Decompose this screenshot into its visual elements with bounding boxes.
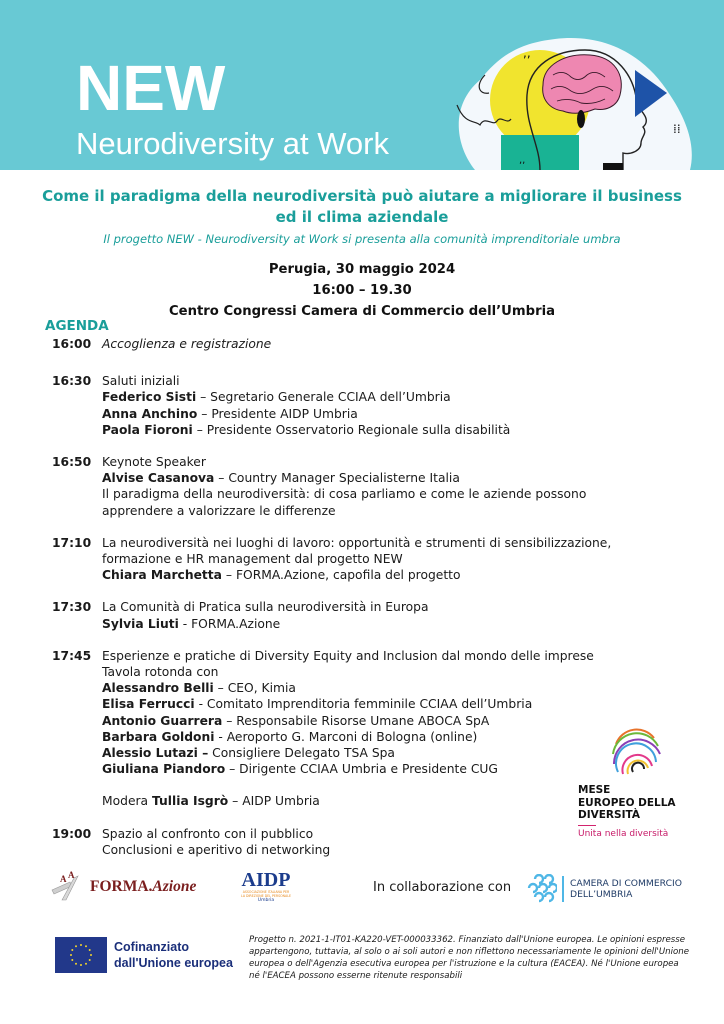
- speaker-role: CEO, Kimia: [227, 681, 296, 696]
- agenda-heading: AGENDA: [45, 318, 109, 334]
- event-subtitle: Il progetto NEW - Neurodiversity at Work si presenta alla comunità imprenditoriale umbra: [103, 232, 621, 246]
- event-time-range: 16:00 – 19.30: [312, 283, 412, 298]
- slot-time: 16:50: [52, 455, 92, 470]
- slot-title: Accoglienza e registrazione: [102, 337, 272, 351]
- speaker-name: Giuliana Piandoro: [102, 762, 226, 777]
- slot-title: La Comunità di Pratica sulla neurodiversità in Europa: [102, 600, 429, 615]
- mese-logo-line3: DIVERSITÀ: [578, 809, 640, 821]
- head-with-brain-illustration: [445, 25, 700, 170]
- mese-logo-line2: EUROPEO DELLA: [578, 796, 676, 809]
- slot-title: Keynote Speaker: [102, 455, 206, 470]
- slot-title-line1: La neurodiversità nei luoghi di lavoro: opportunità e strumenti di sensibilizzazione,: [102, 535, 612, 550]
- event-place-date: Perugia, 30 maggio 2024: [268, 262, 456, 277]
- fingerprint-icon: [608, 724, 664, 784]
- agenda-slot: [52, 535, 672, 584]
- aidp-desc-line2: LA DIREZIONE DEL PERSONALE: [240, 894, 291, 898]
- aidp-city: Umbria: [257, 898, 275, 903]
- talk-title-line1: Il paradigma della neurodiversità: di cosa parliamo e come le aziende possono: [102, 487, 587, 502]
- divider: [578, 825, 596, 826]
- speaker-role: Country Manager Specialisterne Italia: [228, 471, 460, 486]
- separator: –: [221, 568, 236, 583]
- separator: –: [228, 794, 243, 809]
- separator: –: [225, 762, 240, 777]
- project-name: Neurodiversity at Work: [76, 126, 389, 161]
- speaker-name: Anna Anchino: [102, 406, 198, 421]
- ccia-line2: DELL’UMBRIA: [570, 889, 633, 900]
- mese-logo-tagline: Unita nella diversità: [578, 829, 669, 839]
- eu-text-line2: dall'Unione europea: [114, 956, 233, 970]
- speaker-name: Alessio Lutazi –: [102, 746, 209, 761]
- ccia-line1: CAMERA DI COMMERCIO: [570, 878, 682, 889]
- speaker-role: FORMA.Azione, capofila del progetto: [235, 568, 461, 583]
- speaker: [102, 616, 672, 632]
- camera-commercio-emblem-icon: [525, 874, 557, 904]
- separator: –: [214, 471, 229, 486]
- speaker-name: Barbara Goldoni: [102, 729, 215, 744]
- svg-text:⁞⁞: ⁞⁞: [673, 122, 681, 136]
- eu-cofunded-text: [114, 939, 233, 971]
- slot-time: 16:00: [52, 337, 92, 351]
- separator: -: [214, 729, 227, 744]
- speaker: [102, 389, 672, 405]
- separator: –: [197, 406, 212, 421]
- collaboration-label: In collaborazione con: [373, 880, 512, 895]
- camera-commercio-wordmark: [570, 878, 682, 900]
- agenda-slot: [52, 599, 672, 631]
- separator: –: [222, 713, 237, 728]
- slot-time: 17:45: [52, 648, 92, 663]
- speaker-role: Consigliere Delegato TSA Spa: [212, 746, 395, 761]
- speaker-role: Segretario Generale CCIAA dell’Umbria: [210, 390, 451, 405]
- aidp-logo: [236, 870, 296, 910]
- event-title-line1: Come il paradigma della neurodiversità può aiutare a migliorare il business: [42, 187, 682, 205]
- speaker-role: Aeroporto G. Marconi di Bologna (online): [226, 729, 478, 744]
- aidp-wordmark: AIDP: [241, 869, 291, 891]
- slot-subtitle: Tavola rotonda con: [102, 665, 219, 680]
- mese-logo-line1: MESE: [578, 784, 611, 796]
- slot-time: 17:10: [52, 535, 92, 550]
- speaker-role: Comitato Imprenditoria femminile CCIAA dell’Umbria: [206, 697, 533, 712]
- speaker-role: Dirigente CCIAA Umbria e Presidente CUG: [239, 762, 498, 777]
- agenda-slot: [52, 454, 672, 519]
- moderator-role: AIDP Umbria: [242, 794, 320, 809]
- eu-text-line1: Cofinanziato: [114, 940, 189, 954]
- svg-text:,,: ,,: [519, 155, 526, 166]
- forma-azione-wordmark: [90, 878, 196, 896]
- svg-text:A: A: [60, 874, 67, 884]
- slot-title: Saluti iniziali: [102, 374, 180, 389]
- slot-time: 19:00: [52, 826, 92, 841]
- header-banner: [0, 0, 724, 170]
- speaker-name: Alvise Casanova: [102, 471, 215, 486]
- forma-azione-emblem-icon: [48, 870, 88, 904]
- slot-time: 16:30: [52, 374, 92, 389]
- event-venue: Centro Congressi Camera di Commercio dell’Umbria: [168, 304, 555, 319]
- speaker-name: Chiara Marchetta: [102, 568, 222, 583]
- speaker-role: FORMA.Azione: [191, 616, 281, 631]
- separator: -: [194, 697, 207, 712]
- moderator-name: Tullia Isgrò: [152, 794, 229, 809]
- speaker-role: Presidente Osservatorio Regionale sulla disabilità: [206, 422, 511, 437]
- project-acronym: NEW: [76, 52, 226, 124]
- speaker-name: Elisa Ferrucci: [102, 697, 195, 712]
- slot-title-line1: Spazio al confronto con il pubblico: [102, 826, 314, 841]
- slot-title-line2: formazione e HR management dal progetto NEW: [102, 552, 403, 567]
- eu-disclaimer: Progetto n. 2021-1-IT01-KA220-VET-000033362. Finanziato dall'Unione europea. Le opinioni espresse appartengono, tuttavia, al solo o ai soli autori e non riflettono necessariamente le opinioni dell'Unione europea o dell'Agenzia esecutiva europea per l'istruzione e la cultura (EACEA). Né l'Unione europea né l'EACEA possono esserne ritenute responsabili: [249, 935, 689, 981]
- event-info: [20, 259, 704, 322]
- speaker-name: Sylvia Liuti: [102, 616, 179, 631]
- slot-title-line2: Conclusioni e aperitivo di networking: [102, 842, 331, 857]
- eu-cofunded-logo: [55, 937, 235, 973]
- camera-commercio-logo: [525, 872, 695, 906]
- speaker: [102, 696, 672, 712]
- eu-flag-icon: [55, 937, 107, 973]
- moderator-prefix: Modera: [102, 794, 153, 809]
- svg-text:,,: ,,: [523, 46, 531, 60]
- agenda-slot: [52, 336, 672, 352]
- speaker-name: Federico Sisti: [102, 390, 197, 405]
- divider: [562, 876, 564, 902]
- speaker-name: Paola Fioroni: [102, 422, 193, 437]
- speaker-role: Responsabile Risorse Umane ABOCA SpA: [236, 713, 490, 728]
- speaker: [102, 470, 672, 486]
- separator: –: [213, 681, 228, 696]
- speaker: [102, 680, 672, 696]
- agenda-slot: [52, 373, 672, 438]
- speaker: [102, 567, 672, 583]
- separator: –: [196, 390, 211, 405]
- forma-azione-logo: [48, 870, 213, 904]
- mese-logo-title: [578, 784, 676, 822]
- speaker-name: Alessandro Belli: [102, 681, 214, 696]
- azione-text: Azione: [152, 878, 197, 895]
- aidp-desc-line1: ASSOCIAZIONE ITALIANA PER: [242, 890, 290, 894]
- separator: -: [178, 616, 192, 631]
- speaker-name: Antonio Guarrera: [102, 713, 223, 728]
- event-title-line2: ed il clima aziendale: [275, 208, 449, 226]
- speaker: [102, 406, 672, 422]
- separator: –: [192, 422, 207, 437]
- talk-title-line2: apprendere a valorizzare le differenze: [102, 503, 336, 518]
- mese-europeo-diversita-logo: [560, 722, 710, 847]
- slot-title: Esperienze e pratiche di Diversity Equity and Inclusion dal mondo delle imprese: [102, 648, 594, 663]
- svg-text:A: A: [68, 870, 75, 880]
- slot-time: 17:30: [52, 600, 92, 615]
- speaker-role: Presidente AIDP Umbria: [211, 406, 358, 421]
- speaker: [102, 422, 672, 438]
- forma-text: FORMA.: [90, 878, 153, 895]
- event-title: [20, 186, 704, 228]
